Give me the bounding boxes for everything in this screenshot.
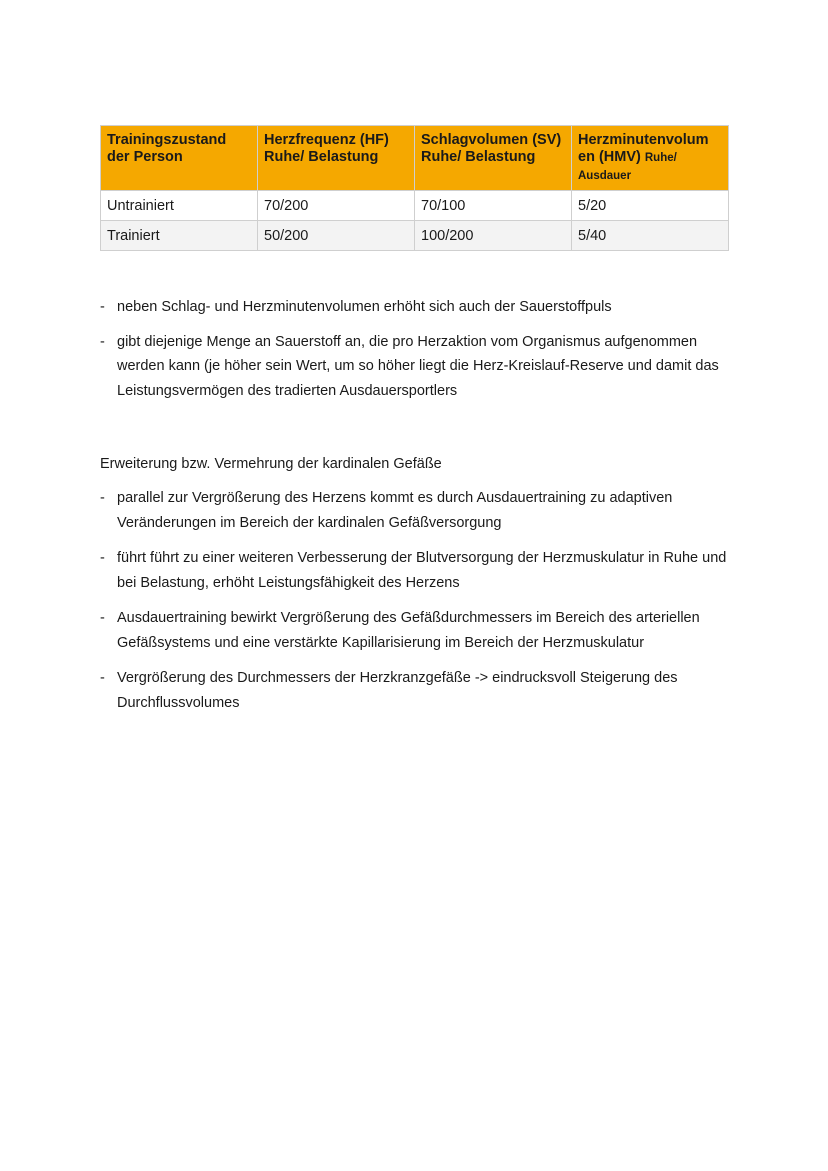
list-item: - neben Schlag- und Herzminutenvolumen erhöht sich auch der Sauerstoffpuls [100, 299, 612, 315]
table-cell: 100/200 [415, 221, 572, 251]
header-schlagvolumen: Schlagvolumen (SV) Ruhe/ Belastung [415, 126, 572, 191]
table-cell: 5/20 [572, 191, 729, 221]
table-cell: Untrainiert [101, 191, 258, 221]
header-herzminutenvolumen: Herzminutenvolum en (HMV) Ruhe/ Ausdauer [572, 126, 729, 191]
list-item: - Ausdauertraining bewirkt Vergrößerung des Gefäßdurchmessers im Bereich des arteriellen Gefäßsystems und eine verstärkte Kapillarisierung im Bereich der Herzmuskulatur [100, 610, 700, 651]
section2-bullets [100, 486, 740, 715]
table-cell: 5/40 [572, 221, 729, 251]
table-cell: 70/200 [258, 191, 415, 221]
table-cell: 70/100 [415, 191, 572, 221]
section2-heading: Erweiterung bzw. Vermehrung der kardinalen Gefäße [100, 456, 442, 472]
table-cell: Trainiert [101, 221, 258, 251]
list-item: - gibt diejenige Menge an Sauerstoff an, die pro Herzaktion vom Organismus aufgenommen werden kann (je höher sein Wert, um so höher liegt die Herz-Kreislauf-Reserve und damit das Leistungsvermögen des tradierten Ausdauersportlers [100, 333, 719, 399]
table-row [101, 221, 729, 251]
table-cell: 50/200 [258, 221, 415, 251]
list-item: - parallel zur Vergrößerung des Herzens kommt es durch Ausdauertraining zu adaptiven Veränderungen im Bereich der kardinalen Gefäßversorgung [100, 490, 673, 531]
table-row [101, 191, 729, 221]
training-table [100, 125, 729, 251]
table-header-row [101, 126, 729, 191]
list-item: - führt führt zu einer weiteren Verbesserung der Blutversorgung der Herzmuskulatur in Ruhe und bei Belastung, erhöht Leistungsfähigkeit des Herzens [100, 550, 727, 591]
list-item: - Vergrößerung des Durchmessers der Herzkranzgefäße -> eindrucksvoll Steigerung des Durchflussvolumes [100, 670, 678, 711]
header-herzfrequenz: Herzfrequenz (HF) Ruhe/ Belastung [258, 126, 415, 191]
header-trainingszustand: Trainingszustand der Person [101, 126, 258, 191]
section1-bullets [100, 295, 740, 403]
